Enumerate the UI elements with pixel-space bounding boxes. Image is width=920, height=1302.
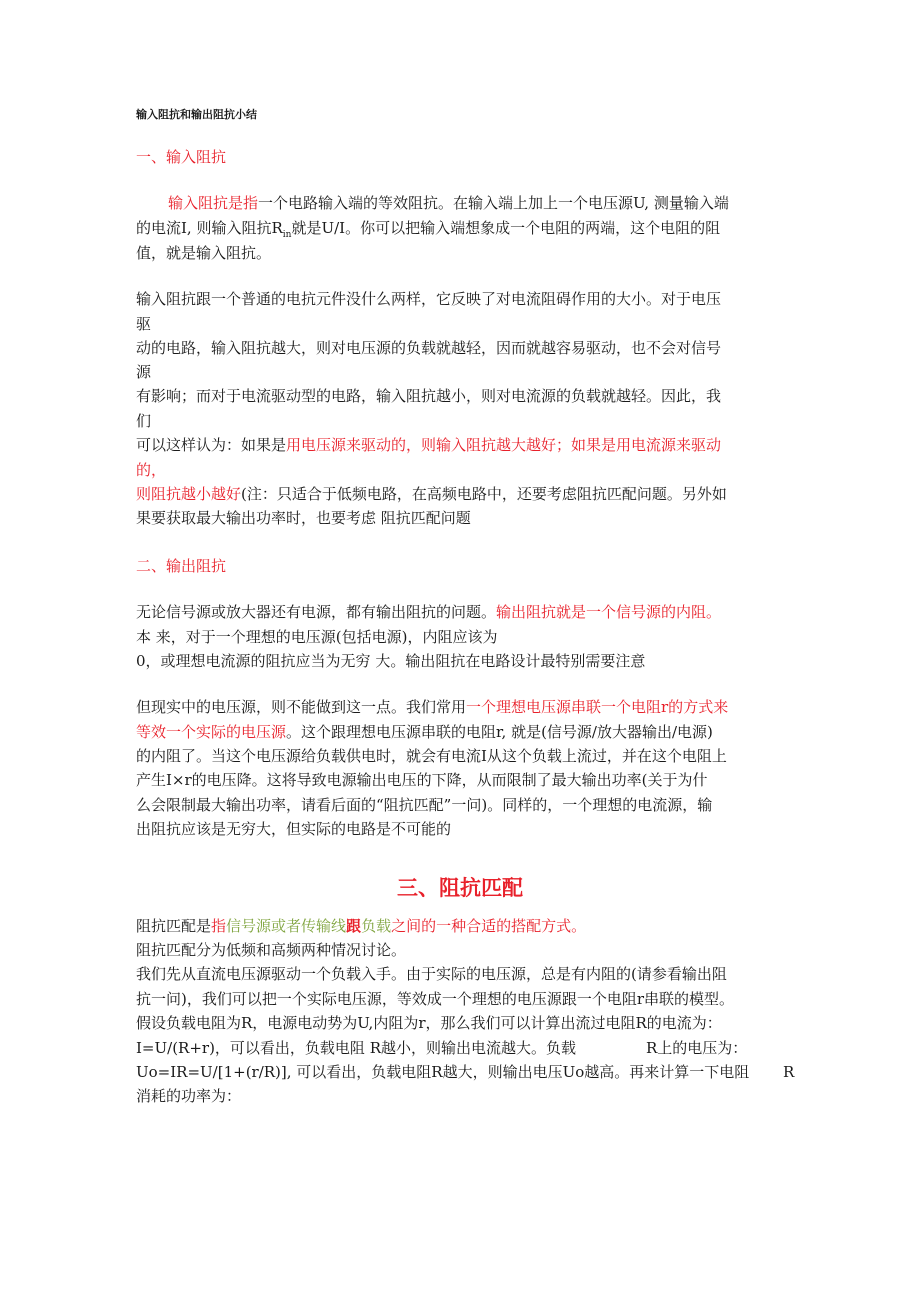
paragraph-line: I=U/(R+r)，可以看出，负载电阻 R越小，则输出电流越大。负载: [136, 1039, 576, 1057]
paragraph-line: 值，就是输入阻抗。: [136, 244, 272, 262]
document-title: 输入阻抗和输出阻抗小结: [136, 108, 257, 121]
paragraph-line: 本 来，对于一个理想的电压源(包括电源)，内阻应该为: [136, 628, 498, 646]
paragraph-line: R: [783, 1063, 795, 1081]
term-highlight: 输入阻抗是指: [168, 194, 259, 212]
paragraph-line: 有影响；而对于电流驱动型的电路，输入阻抗越小，则对电流源的负载就越轻。因此，我: [136, 387, 722, 405]
paragraph-line: 但现实中的电压源，则不能做到这一点。我们常用一个理想电压源串联一个电阻r的方式来: [136, 698, 729, 716]
section-heading-output-impedance: 二、输出阻抗: [136, 557, 227, 575]
paragraph-line: Uo=IR=U/[1+(r/R)], 可以看出，负载电阻R越大，则输出电压Uo越高。再来计算一下电阻: [136, 1063, 750, 1081]
highlight-text: 跟: [346, 917, 362, 935]
highlight-text: 等效一个实际的电压源: [136, 723, 287, 741]
paragraph-line: 假设负载电阻为R，电源电动势为U,内阻为r，那么我们可以计算出流过电阻R的电流为：: [136, 1014, 722, 1032]
subscript-in: in: [282, 230, 292, 240]
paragraph-line: 出阻抗应该是无穷大，但实际的电路是不可能的: [136, 820, 452, 838]
paragraph-line: 源: [136, 363, 152, 381]
paragraph-line: 我们先从直流电压源驱动一个负载入手。由于实际的电压源，总是有内阻的(请参看输出阻: [136, 965, 727, 983]
paragraph-line: 抗一问)，我们可以把一个实际电压源，等效成一个理想的电压源跟一个电阻r串联的模型。: [136, 990, 735, 1008]
paragraph-line: 的，: [136, 461, 167, 479]
paragraph-line: R上的电压为：: [646, 1039, 748, 1057]
highlight-text: 之间的一种合适的搭配方式。: [391, 917, 587, 935]
paragraph-line: 可以这样认为：如果是用电压源来驱动的，则输入阻抗越大越好；如果是用电流源来驱动: [136, 436, 722, 454]
paragraph-line: 则阻抗越小越好(注：只适合于低频电路，在高频电路中，还要考虑阻抗匹配问题。另外如: [136, 485, 727, 503]
highlight-text: 一个理想电压源串联一个电阻r的方式来: [466, 698, 729, 716]
section-heading-impedance-matching: 三、阻抗匹配: [397, 875, 523, 900]
paragraph-line: 果要获取最大输出功率时，也要考虑 阻抗匹配问题: [136, 509, 471, 527]
highlight-text: 信号源或者传输线: [226, 917, 347, 935]
paragraph-line: 驱: [136, 315, 152, 333]
section-heading-input-impedance: 一、输入阻抗: [136, 148, 227, 166]
paragraph-line: 的内阻了。当这个电压源给负载供电时，就会有电流I从这个负载上流过，并在这个电阻上: [136, 747, 727, 765]
paragraph-line: 阻抗匹配是指信号源或者传输线跟负载之间的一种合适的搭配方式。: [136, 917, 587, 935]
paragraph-line: 输入阻抗跟一个普通的电抗元件没什么两样，它反映了对电流阻碍作用的大小。对于电压: [136, 290, 722, 308]
highlight-text: 负载: [361, 917, 392, 935]
paragraph-line: 等效一个实际的电压源。这个跟理想电压源串联的电阻r, 就是(信号源/放大器输出/电源): [136, 723, 713, 741]
paragraph-line: 消耗的功率为：: [136, 1087, 242, 1105]
paragraph-line: 产生I×r的电压降。这将导致电源输出电压的下降，从而限制了最大输出功率(关于为什: [136, 771, 708, 789]
highlight-text: 指: [211, 917, 227, 935]
paragraph-line: 阻抗匹配分为低频和高频两种情况讨论。: [136, 941, 407, 959]
paragraph-line: 无论信号源或放大器还有电源，都有输出阻抗的问题。输出阻抗就是一个信号源的内阻。: [136, 603, 722, 621]
paragraph-line: 们: [136, 412, 152, 430]
paragraph-line: 0，或理想电流源的阻抗应当为无穷 大。输出阻抗在电路设计最特别需要注意: [136, 652, 646, 670]
paragraph-line: 么会限制最大输出功率，请看后面的“阻抗匹配”一问)。同样的，一个理想的电流源，输: [136, 796, 713, 814]
paragraph-line: 输入阻抗是指一个电路输入端的等效阻抗。在输入端上加上一个电压源U, 测量输入端: [168, 194, 729, 212]
highlight-text: 用电压源来驱动的，则输入阻抗越大越好；如果是用电流源来驱动: [286, 436, 722, 454]
highlight-text: 则阻抗越小越好: [136, 485, 242, 503]
paragraph-line: 的电流I, 则输入阻抗$R_{in}$就是U/I。你可以把输入端想象成一个电阻的两端，这个电阻的阻: [136, 219, 721, 240]
highlight-text: 输出阻抗就是一个信号源的内阻。: [496, 603, 722, 621]
paragraph-line: 动的电路，输入阻抗越大，则对电压源的负载就越轻，因而就越容易驱动，也不会对信号: [136, 339, 722, 357]
